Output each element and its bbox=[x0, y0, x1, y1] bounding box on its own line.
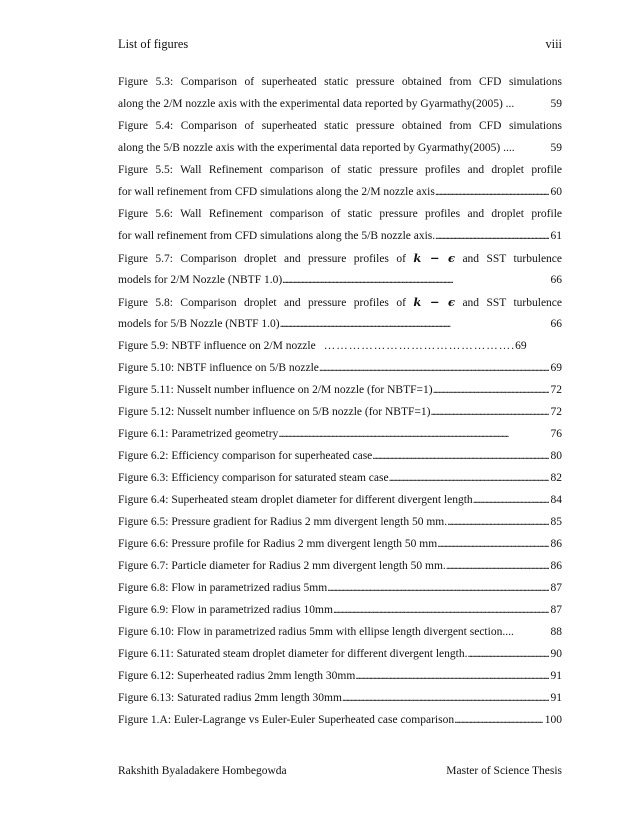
dot-leader bbox=[473, 489, 549, 511]
dot-leader bbox=[319, 357, 549, 379]
figure-entry[interactable] bbox=[118, 665, 562, 687]
dot-leader bbox=[433, 379, 549, 401]
entry-label: Figure 6.11: Saturated steam droplet diameter for different divergent length. bbox=[118, 648, 468, 660]
figure-entry[interactable] bbox=[118, 335, 562, 357]
entry-page: 72 bbox=[550, 384, 562, 396]
figure-entry[interactable] bbox=[118, 247, 562, 291]
entry-label: Figure 6.7: Particle diameter for Radius 2 mm divergent length 50 mm. bbox=[118, 560, 446, 572]
figure-entry[interactable] bbox=[118, 621, 562, 643]
entry-page: 60 bbox=[550, 186, 562, 198]
entry-label: Figure 6.3: Efficiency comparison for saturated steam case bbox=[118, 472, 389, 484]
figure-entry[interactable] bbox=[118, 687, 562, 709]
dot-leader bbox=[278, 423, 548, 445]
entry-page: 91 bbox=[550, 670, 562, 682]
figure-entry[interactable] bbox=[118, 511, 562, 533]
dot-leader bbox=[430, 401, 548, 423]
entry-page: 87 bbox=[550, 582, 562, 594]
entry-label: Figure 6.10: Flow in parametrized radius 5mm with ellipse length divergent section.... bbox=[118, 626, 514, 638]
entry-label: Figure 5.9: NBTF influence on 2/M nozzle bbox=[118, 340, 316, 352]
figure-entry[interactable] bbox=[118, 533, 562, 555]
entry-page: 86 bbox=[550, 560, 562, 572]
entry-page: 100 bbox=[544, 714, 562, 726]
dot-leader bbox=[446, 555, 549, 577]
footer-thesis: Master of Science Thesis bbox=[446, 765, 562, 777]
entry-page: 66 bbox=[550, 318, 562, 330]
dot-leader bbox=[435, 225, 548, 247]
figure-entry[interactable] bbox=[118, 115, 562, 159]
entry-line2: along the 2/M nozzle axis with the experimental data reported by Gyarmathy(2005) ... bbox=[118, 98, 515, 110]
figure-entry[interactable] bbox=[118, 577, 562, 599]
figure-entry[interactable] bbox=[118, 599, 562, 621]
entry-line2: for wall refinement from CFD simulations along the 5/B nozzle axis. bbox=[118, 230, 436, 242]
entry-page: 80 bbox=[550, 450, 562, 462]
entry-label: Figure 6.13: Saturated radius 2mm length 30mm bbox=[118, 692, 342, 704]
dot-leader bbox=[435, 181, 549, 203]
entry-line1: Figure 5.8: Comparison droplet and pressure profiles of k − ϵ and SST turbulence bbox=[118, 295, 562, 309]
dot-leader bbox=[437, 533, 548, 555]
entry-page: 85 bbox=[550, 516, 562, 528]
entry-page: 82 bbox=[550, 472, 562, 484]
entry-page: 61 bbox=[550, 230, 562, 242]
entry-page: 91 bbox=[550, 692, 562, 704]
dot-leader bbox=[467, 643, 548, 665]
dot-leader bbox=[327, 577, 548, 599]
dot-leader bbox=[389, 467, 549, 489]
entry-page: 66 bbox=[550, 274, 562, 286]
entry-page: 69 bbox=[550, 362, 562, 374]
entry-label: Figure 6.12: Superheated radius 2mm length 30mm bbox=[118, 670, 356, 682]
figure-entry[interactable] bbox=[118, 489, 562, 511]
entry-line2: models for 5/B Nozzle (NBTF 1.0) bbox=[118, 318, 280, 330]
entry-label: Figure 5.10: NBTF influence on 5/B nozzle bbox=[118, 362, 319, 374]
k-epsilon-math: k − ϵ bbox=[413, 295, 456, 309]
dot-leader bbox=[282, 269, 548, 291]
figure-entry[interactable] bbox=[118, 555, 562, 577]
entry-label: Figure 5.12: Nusselt number influence on 5/B nozzle (for NBTF=1) bbox=[118, 406, 431, 418]
entry-page: 90 bbox=[550, 648, 562, 660]
figure-entry[interactable] bbox=[118, 203, 562, 247]
entry-page: 88 bbox=[550, 626, 562, 638]
entry-page: 72 bbox=[550, 406, 562, 418]
dot-leader bbox=[355, 665, 548, 687]
entry-line1: Figure 5.3: Comparison of superheated static pressure obtained from CFD simulations bbox=[118, 76, 562, 88]
k-epsilon-math: k − ϵ bbox=[413, 251, 456, 265]
figure-entry[interactable] bbox=[118, 445, 562, 467]
entry-line1: Figure 5.4: Comparison of superheated static pressure obtained from CFD simulations bbox=[118, 120, 562, 132]
header-page-number: viii bbox=[545, 37, 562, 51]
entry-line1: Figure 5.7: Comparison droplet and pressure profiles of k − ϵ and SST turbulence bbox=[118, 251, 562, 265]
entry-label: Figure 6.8: Flow in parametrized radius 5mm bbox=[118, 582, 328, 594]
dot-leader bbox=[280, 313, 549, 335]
figure-entry[interactable] bbox=[118, 71, 562, 115]
header-title: List of figures bbox=[118, 37, 189, 51]
dot-leader bbox=[342, 687, 549, 709]
page-header bbox=[118, 37, 562, 53]
figure-entry[interactable] bbox=[118, 709, 562, 731]
entry-page: 84 bbox=[550, 494, 562, 506]
footer-author: Rakshith Byaladakere Hombegowda bbox=[118, 765, 287, 777]
entry-label: Figure 6.4: Superheated steam droplet diameter for different divergent length bbox=[118, 494, 473, 506]
entry-label: Figure 6.5: Pressure gradient for Radius 2 mm divergent length 50 mm. bbox=[118, 516, 448, 528]
entry-label: Figure 6.6: Pressure profile for Radius 2 mm divergent length 50 mm bbox=[118, 538, 438, 550]
entry-line2: along the 5/B nozzle axis with the experimental data reported by Gyarmathy(2005) .... bbox=[118, 142, 515, 154]
entry-label: Figure 5.11: Nusselt number influence on 2/M nozzle (for NBTF=1) bbox=[118, 384, 433, 396]
entry-label: Figure 6.9: Flow in parametrized radius 10mm bbox=[118, 604, 333, 616]
dot-leader bbox=[372, 445, 548, 467]
dot-leader bbox=[454, 709, 543, 731]
dot-leader bbox=[333, 599, 549, 621]
figure-entry[interactable] bbox=[118, 401, 562, 423]
entry-page: 87 bbox=[550, 604, 562, 616]
entry-page: 59 bbox=[550, 142, 562, 154]
figure-entry[interactable] bbox=[118, 467, 562, 489]
entry-line2: for wall refinement from CFD simulations along the 2/M nozzle axis bbox=[118, 186, 435, 198]
entry-page: 76 bbox=[550, 428, 562, 440]
entry-page: 69 bbox=[515, 340, 527, 352]
figure-entry[interactable] bbox=[118, 379, 562, 401]
figure-entry[interactable] bbox=[118, 423, 562, 445]
figure-list bbox=[118, 71, 562, 731]
figure-entry[interactable] bbox=[118, 357, 562, 379]
entry-page: 86 bbox=[550, 538, 562, 550]
figure-entry[interactable] bbox=[118, 291, 562, 335]
dot-leader bbox=[447, 511, 548, 533]
dot-leader: ………………………………………. bbox=[323, 340, 516, 352]
entry-line2: models for 2/M Nozzle (NBTF 1.0) bbox=[118, 274, 283, 286]
entry-line1: Figure 5.6: Wall Refinement comparison of static pressure profiles and droplet profile bbox=[118, 208, 562, 220]
entry-label: Figure 1.A: Euler-Lagrange vs Euler-Euler Superheated case comparison bbox=[118, 714, 455, 726]
figure-entry[interactable] bbox=[118, 159, 562, 203]
figure-entry[interactable] bbox=[118, 643, 562, 665]
entry-line1: Figure 5.5: Wall Refinement comparison of static pressure profiles and droplet profile bbox=[118, 164, 562, 176]
entry-page: 59 bbox=[550, 98, 562, 110]
entry-label: Figure 6.2: Efficiency comparison for superheated case bbox=[118, 450, 373, 462]
entry-label: Figure 6.1: Parametrized geometry bbox=[118, 428, 279, 440]
